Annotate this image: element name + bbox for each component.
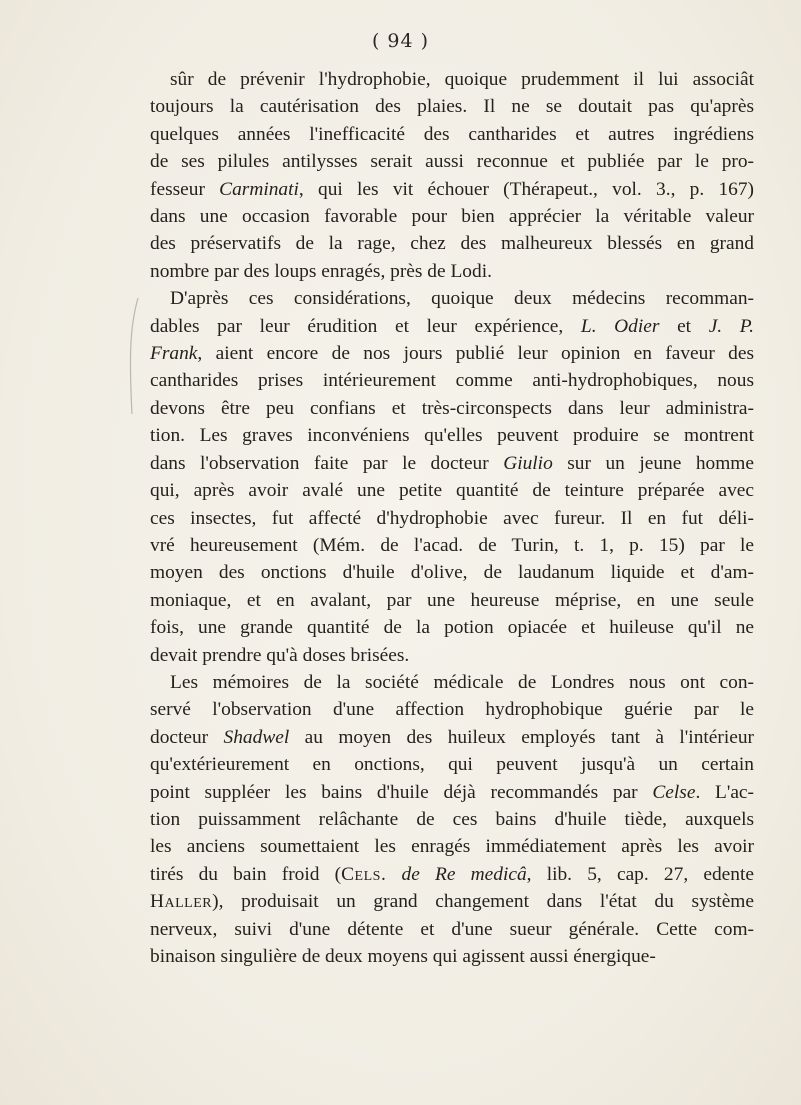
text-run: fesseur [150, 178, 220, 200]
text-line [150, 450, 754, 477]
text-line [150, 833, 754, 860]
text-line [150, 203, 754, 230]
text-run: D'après ces considérations, quoique deux médecins recomman- [170, 288, 754, 310]
text-run: devons être peu confians et très-circonspects dans leur administra- [150, 397, 754, 419]
text-line [150, 779, 754, 806]
text-run: ces insectes, fut affecté d'hydrophobie avec fureur. Il en fut déli- [150, 507, 754, 529]
italic-run: J. P. [708, 315, 754, 337]
text-run: Les mémoires de la société médicale de Londres nous ont con- [170, 671, 754, 693]
text-line [150, 888, 754, 915]
text-line [150, 66, 754, 93]
text-line [150, 587, 754, 614]
text-run: tirés du bain froid ( [150, 863, 342, 885]
text-run: sur un jeune homme [552, 452, 754, 474]
italic-run: de Re medicâ [401, 863, 527, 885]
text-line [150, 93, 754, 120]
text-line [150, 176, 754, 203]
text-line [150, 943, 754, 970]
text-run: . L'ac- [695, 781, 754, 803]
text-run: nombre par des loups enragés, près de Lodi. [150, 260, 492, 282]
text-line [150, 340, 754, 367]
text-run: et [659, 315, 709, 337]
text-run [386, 864, 401, 885]
text-run: toujours la cautérisation des plaies. Il ne se doutait pas qu'après [150, 96, 754, 118]
text-run: au moyen des huileux employés tant à l'intérieur [289, 726, 754, 748]
italic-run: Giulio [503, 452, 553, 474]
small-caps-run: Cels. [341, 863, 387, 885]
text-run: moniaque, et en avalant, par une heureuse méprise, en une seule [150, 589, 754, 611]
text-run: , qui les vit échouer (Thérapeut., vol. 3., p. 167) [298, 178, 754, 200]
text-line [150, 916, 754, 943]
text-run: point suppléer les bains d'huile déjà recommandés par [150, 781, 653, 803]
text-line [150, 614, 754, 641]
text-line [150, 751, 754, 778]
text-line [150, 258, 754, 285]
text-run: quelques années l'inefficacité des cantharides et autres ingrédiens [150, 123, 754, 145]
text-line [150, 532, 754, 559]
text-run: fois, une grande quantité de la potion opiacée et huileuse qu'il ne [150, 617, 754, 639]
text-line [150, 559, 754, 586]
text-run: dans l'observation faite par le docteur [150, 452, 504, 474]
text-line [150, 669, 754, 696]
text-run: les anciens soumettaient les enragés immédiatement après les avoir [150, 836, 754, 858]
text-line [150, 861, 754, 888]
italic-run: Carminati [219, 178, 299, 200]
text-line [150, 285, 754, 312]
text-run: nerveux, suivi d'une détente et d'une sueur générale. Cette com- [150, 918, 754, 940]
text-run: des préservatifs de la rage, chez des malheureux blessés en grand [150, 233, 754, 255]
margin-pencil-mark [126, 296, 142, 416]
text-line [150, 477, 754, 504]
text-line [150, 724, 754, 751]
text-line [150, 696, 754, 723]
text-line [150, 422, 754, 449]
text-run: servé l'observation d'une affection hydrophobique guérie par le [150, 699, 754, 721]
text-line [150, 121, 754, 148]
italic-run: L. Odier [580, 315, 660, 337]
text-run: dables par leur érudition et leur expérience, [150, 315, 581, 337]
text-run: cantharides prises intérieurement comme anti-hydrophobiques, nous [150, 370, 754, 392]
text-line [150, 395, 754, 422]
text-line [150, 806, 754, 833]
text-line [150, 367, 754, 394]
text-run: tion. Les graves inconvéniens qu'elles peuvent produire se montrent [150, 425, 754, 447]
page-number: ( 94 ) [371, 30, 430, 52]
text-run: , aient encore de nos jours publié leur opinion en faveur des [197, 343, 754, 365]
text-run: sûr de prévenir l'hydrophobie, quoique prudemment il lui associât [170, 69, 754, 90]
text-run: , lib. 5, cap. 27, edente [526, 863, 754, 885]
text-line [150, 148, 754, 175]
italic-run: Shadwel [223, 726, 290, 748]
italic-run: Celse [652, 781, 696, 803]
text-run: tion puissamment relâchante de ces bains d'huile tiède, auxquels [150, 808, 754, 830]
text-line [150, 230, 754, 257]
text-run: qu'extérieurement en onctions, qui peuvent jusqu'à un certain [150, 754, 754, 776]
italic-run: Frank [150, 343, 198, 365]
text-line [150, 505, 754, 532]
text-run: moyen des onctions d'huile d'olive, de laudanum liquide et d'am- [150, 562, 754, 584]
text-run: ), produisait un grand changement dans l'état du système [212, 891, 754, 913]
text-run: vré heureusement (Mém. de l'acad. de Turin, t. 1, p. 15) par le [150, 534, 754, 556]
text-run: binaison singulière de deux moyens qui agissent aussi énergique- [150, 946, 656, 967]
text-run: devait prendre qu'à doses brisées. [150, 644, 410, 666]
text-run: docteur [150, 726, 224, 748]
text-run: de ses pilules antilysses serait aussi reconnue et publiée par le pro- [150, 151, 754, 173]
text-line [150, 313, 754, 340]
text-line [150, 642, 754, 669]
text-run: dans une occasion favorable pour bien apprécier la véritable valeur [150, 206, 754, 228]
body-text [150, 66, 754, 970]
small-caps-run: Haller [150, 891, 213, 913]
text-run: qui, après avoir avalé une petite quantité de teinture préparée avec [150, 480, 754, 502]
